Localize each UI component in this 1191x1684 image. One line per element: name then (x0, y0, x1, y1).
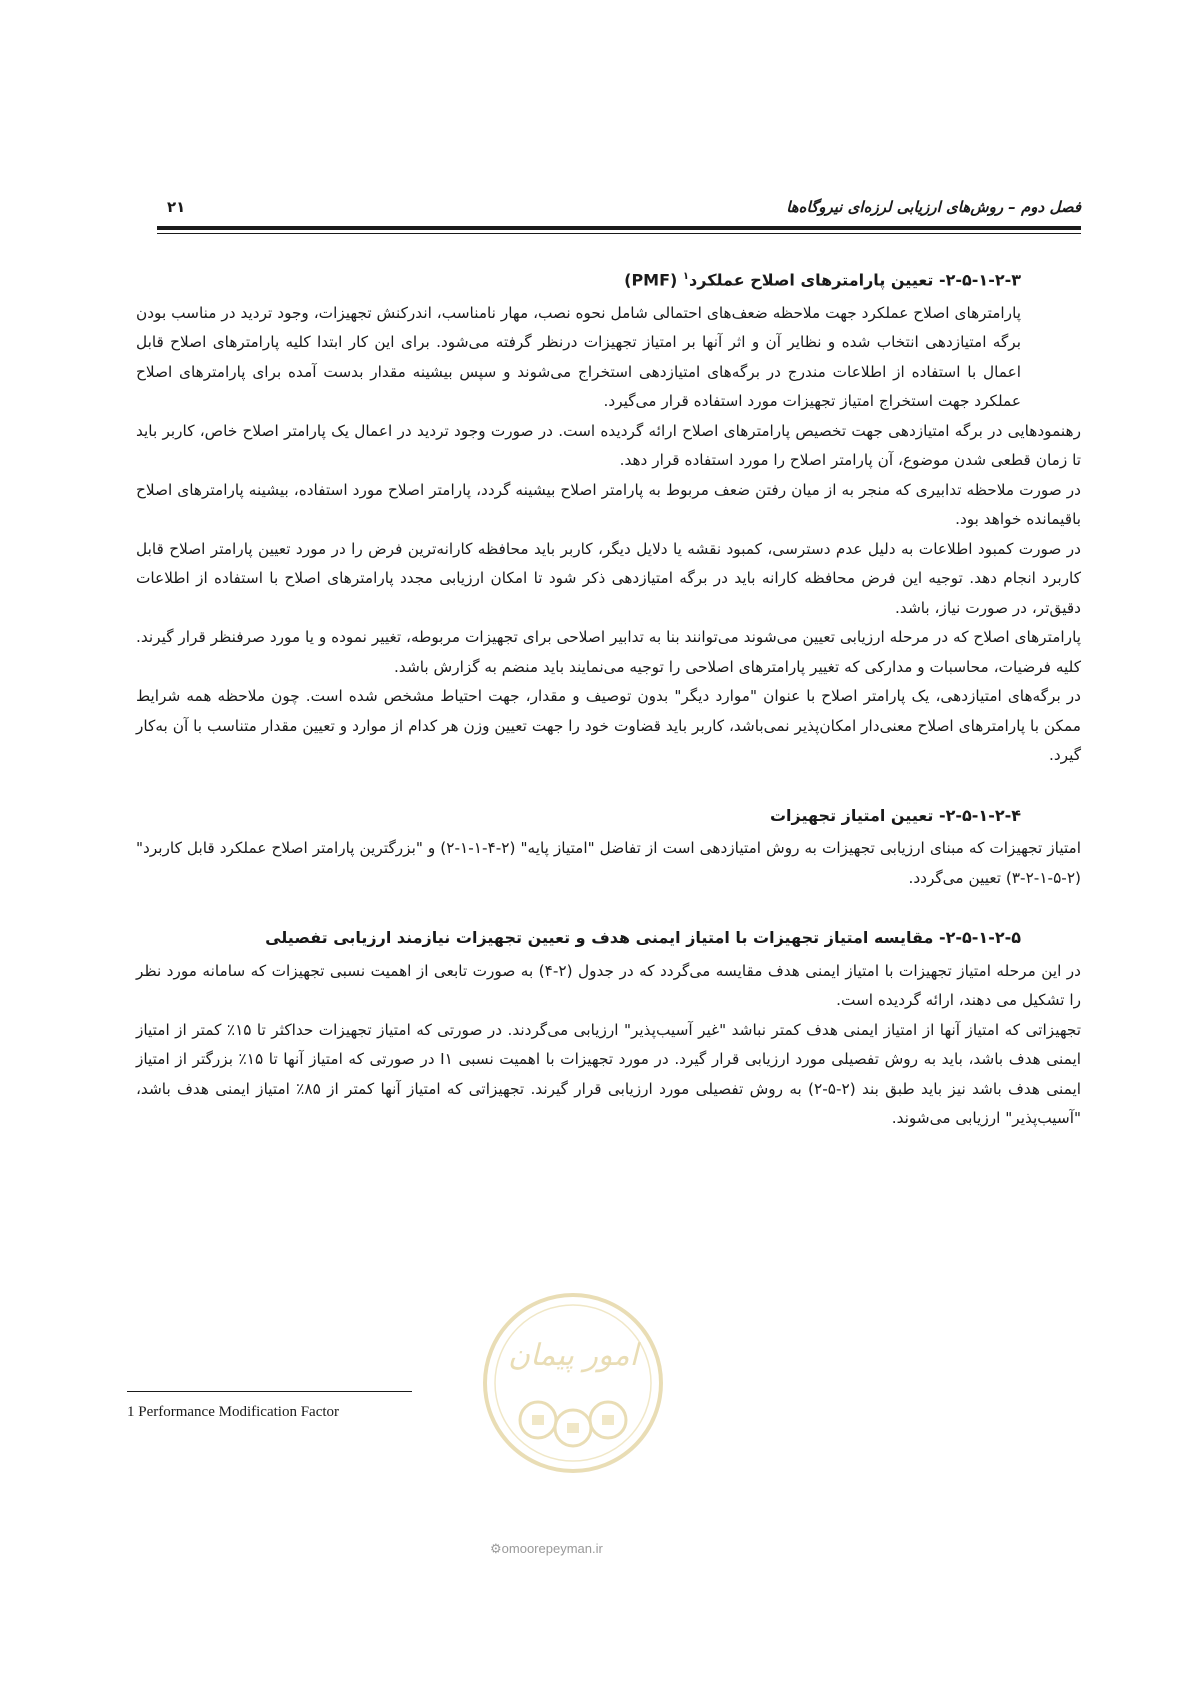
paragraph: رهنمودهایی در برگه امتیازدهی جهت تخصیص پارامترهای اصلاح ارائه گردیده است. در صورت وجود تردید در اعمال یک پارامتر اصلاح خاص، کاربر باید تا زمان قطعی شدن موضوع، آن پارامتر اصلاح را مورد استفاده قرار دهد. (136, 421, 1081, 470)
section-heading: ۲-۵-۱-۲-۵- مقایسه امتیاز تجهیزات با امتیاز ایمنی هدف و تعیین تجهیزات نیازمند ارزیابی تفصیلی (265, 928, 1021, 948)
paragraph: در صورت کمبود اطلاعات به دلیل عدم دسترسی، کمبود نقشه یا دلایل دیگر، کاربر باید محافظه کارانه‌ترین فرض را در مورد تعیین پارامتر اصلاح قابل کاربرد انجام دهد. توجیه این فرض محافظه کارانه باید در برگه امتیازدهی ذکر شود تا امکان ارزیابی مجدد پارامترهای اصلاح با استفاده از اطلاعات دقیق‌تر، در صورت نیاز، باشد. (136, 539, 1081, 617)
watermark-logo-text: امور پیمان (508, 1338, 638, 1373)
footnote: 1 Performance Modification Factor (127, 1404, 340, 1420)
chapter-title: فصل دوم – روش‌های ارزیابی لرزه‌ای نیروگاه‌ها (786, 198, 1081, 216)
header-rule-thin (157, 233, 1081, 234)
document-body (136, 262, 1081, 1134)
footnote-rule (127, 1391, 412, 1392)
page-number: ۲۱ (167, 198, 186, 216)
section-spacer (136, 893, 1081, 923)
section-spacer (136, 771, 1081, 801)
paragraph: در صورت ملاحظه تدابیری که منجر به از میان رفتن ضعف مربوط به پارامتر اصلاح بیشینه گردد، پارامتر اصلاح مورد استفاده، بیشینه پارامترهای اصلاح باقیمانده خواهد بود. (136, 480, 1081, 529)
paragraph: امتیاز تجهیزات که مبنای ارزیابی تجهیزات به روش امتیازدهی است از تفاضل "امتیاز پایه" (۲-۴-۱-۱-۲) و "بزرگترین پارامتر اصلاح عملکرد قابل کاربرد" (۲-۵-۱-۲-۳) تعیین می‌گردد. (136, 839, 1082, 887)
paragraph: تجهیزاتی که امتیاز آنها از امتیاز ایمنی هدف کمتر نباشد "غیر آسیب‌پذیر" ارزیابی می‌گردند. در صورتی که امتیاز تجهیزات حداکثر تا ۱۵٪ کمتر از امتیاز ایمنی هدف باشد، باید به روش تفصیلی مورد ارزیابی قرار گیرد. در مورد تجهیزات با اهمیت نسبی I۱ در صورتی که امتیاز آنها تا ۱۵٪ بزرگتر از امتیاز ایمنی هدف باشد نیز باید طبق بند (۲-۵-۲) به روش تفصیلی مورد ارزیابی قرار گیرند. تجهیزاتی که امتیاز آنها کمتر از ۸۵٪ امتیاز ایمنی هدف باشد، "آسیب‌پذیر" ارزیابی می‌شوند. (136, 1020, 1081, 1128)
paragraph: پارامترهای اصلاح که در مرحله ارزیابی تعیین می‌شوند می‌توانند بنا به تدابیر اصلاحی برای تجهیزات مربوطه، تغییر نموده و یا مورد صرفنظر قرار گیرند. کلیه فرضیات، محاسبات و مدارکی که تغییر پارامترهای اصلاحی را توجیه می‌نمایند باید منضم به گزارش باشد. (136, 628, 1081, 676)
page-header (157, 198, 1081, 220)
watermark-logo (480, 1290, 666, 1476)
watermark-url: ⚙omoorepeyman.ir (490, 1541, 603, 1556)
section-heading: ۲-۵-۱-۲-۳- تعیین پارامترهای اصلاح عملکرد$^۱$ (PMF) (624, 270, 1021, 290)
header-rule-thick (157, 226, 1081, 230)
footnote-ref: ۱ (682, 271, 690, 282)
section-heading: ۲-۵-۱-۲-۴- تعیین امتیاز تجهیزات (769, 805, 1021, 825)
paragraph: پارامترهای اصلاح عملکرد جهت ملاحظه ضعف‌های احتمالی شامل نحوه نصب، مهار نامناسب، اندرکنش تجهیزات، وجود تردید در مناسب بودن برگه امتیازدهی انتخاب شده و نظایر آن و اثر آنها بر امتیاز تجهیزات درنظر گرفته می‌شود. برای این کار ابتدا کلیه پارامترهای اصلاح قابل اعمال با استفاده از اطلاعات مندرج در برگه‌های امتیازدهی استخراج می‌شوند و سپس بیشینه مقدار بدست آمده برای پارامترهای اصلاح عملکرد جهت استخراج امتیاز تجهیزات مورد استفاده قرار می‌گیرد. (136, 303, 1021, 411)
paragraph: در این مرحله امتیاز تجهیزات با امتیاز ایمنی هدف مقایسه می‌گردد که در جدول (۲-۴) به صورت تابعی از اهمیت نسبی تجهیزات که سامانه مورد نظر را تشکیل می دهند، ارائه گردیده است. (136, 961, 1081, 1010)
paragraph: در برگه‌های امتیازدهی، یک پارامتر اصلاح با عنوان "موارد دیگر" بدون توصیف و مقدار، جهت احتیاط مشخص شده است. چون ملاحظه همه شرایط ممکن با پارامترهای اصلاح معنی‌دار امکان‌پذیر نمی‌باشد، کاربر باید قضاوت خود را جهت تعیین وزن هر کدام از موارد و تعیین مقدار متناسب با آن به‌کار گیرد. (136, 687, 1081, 765)
